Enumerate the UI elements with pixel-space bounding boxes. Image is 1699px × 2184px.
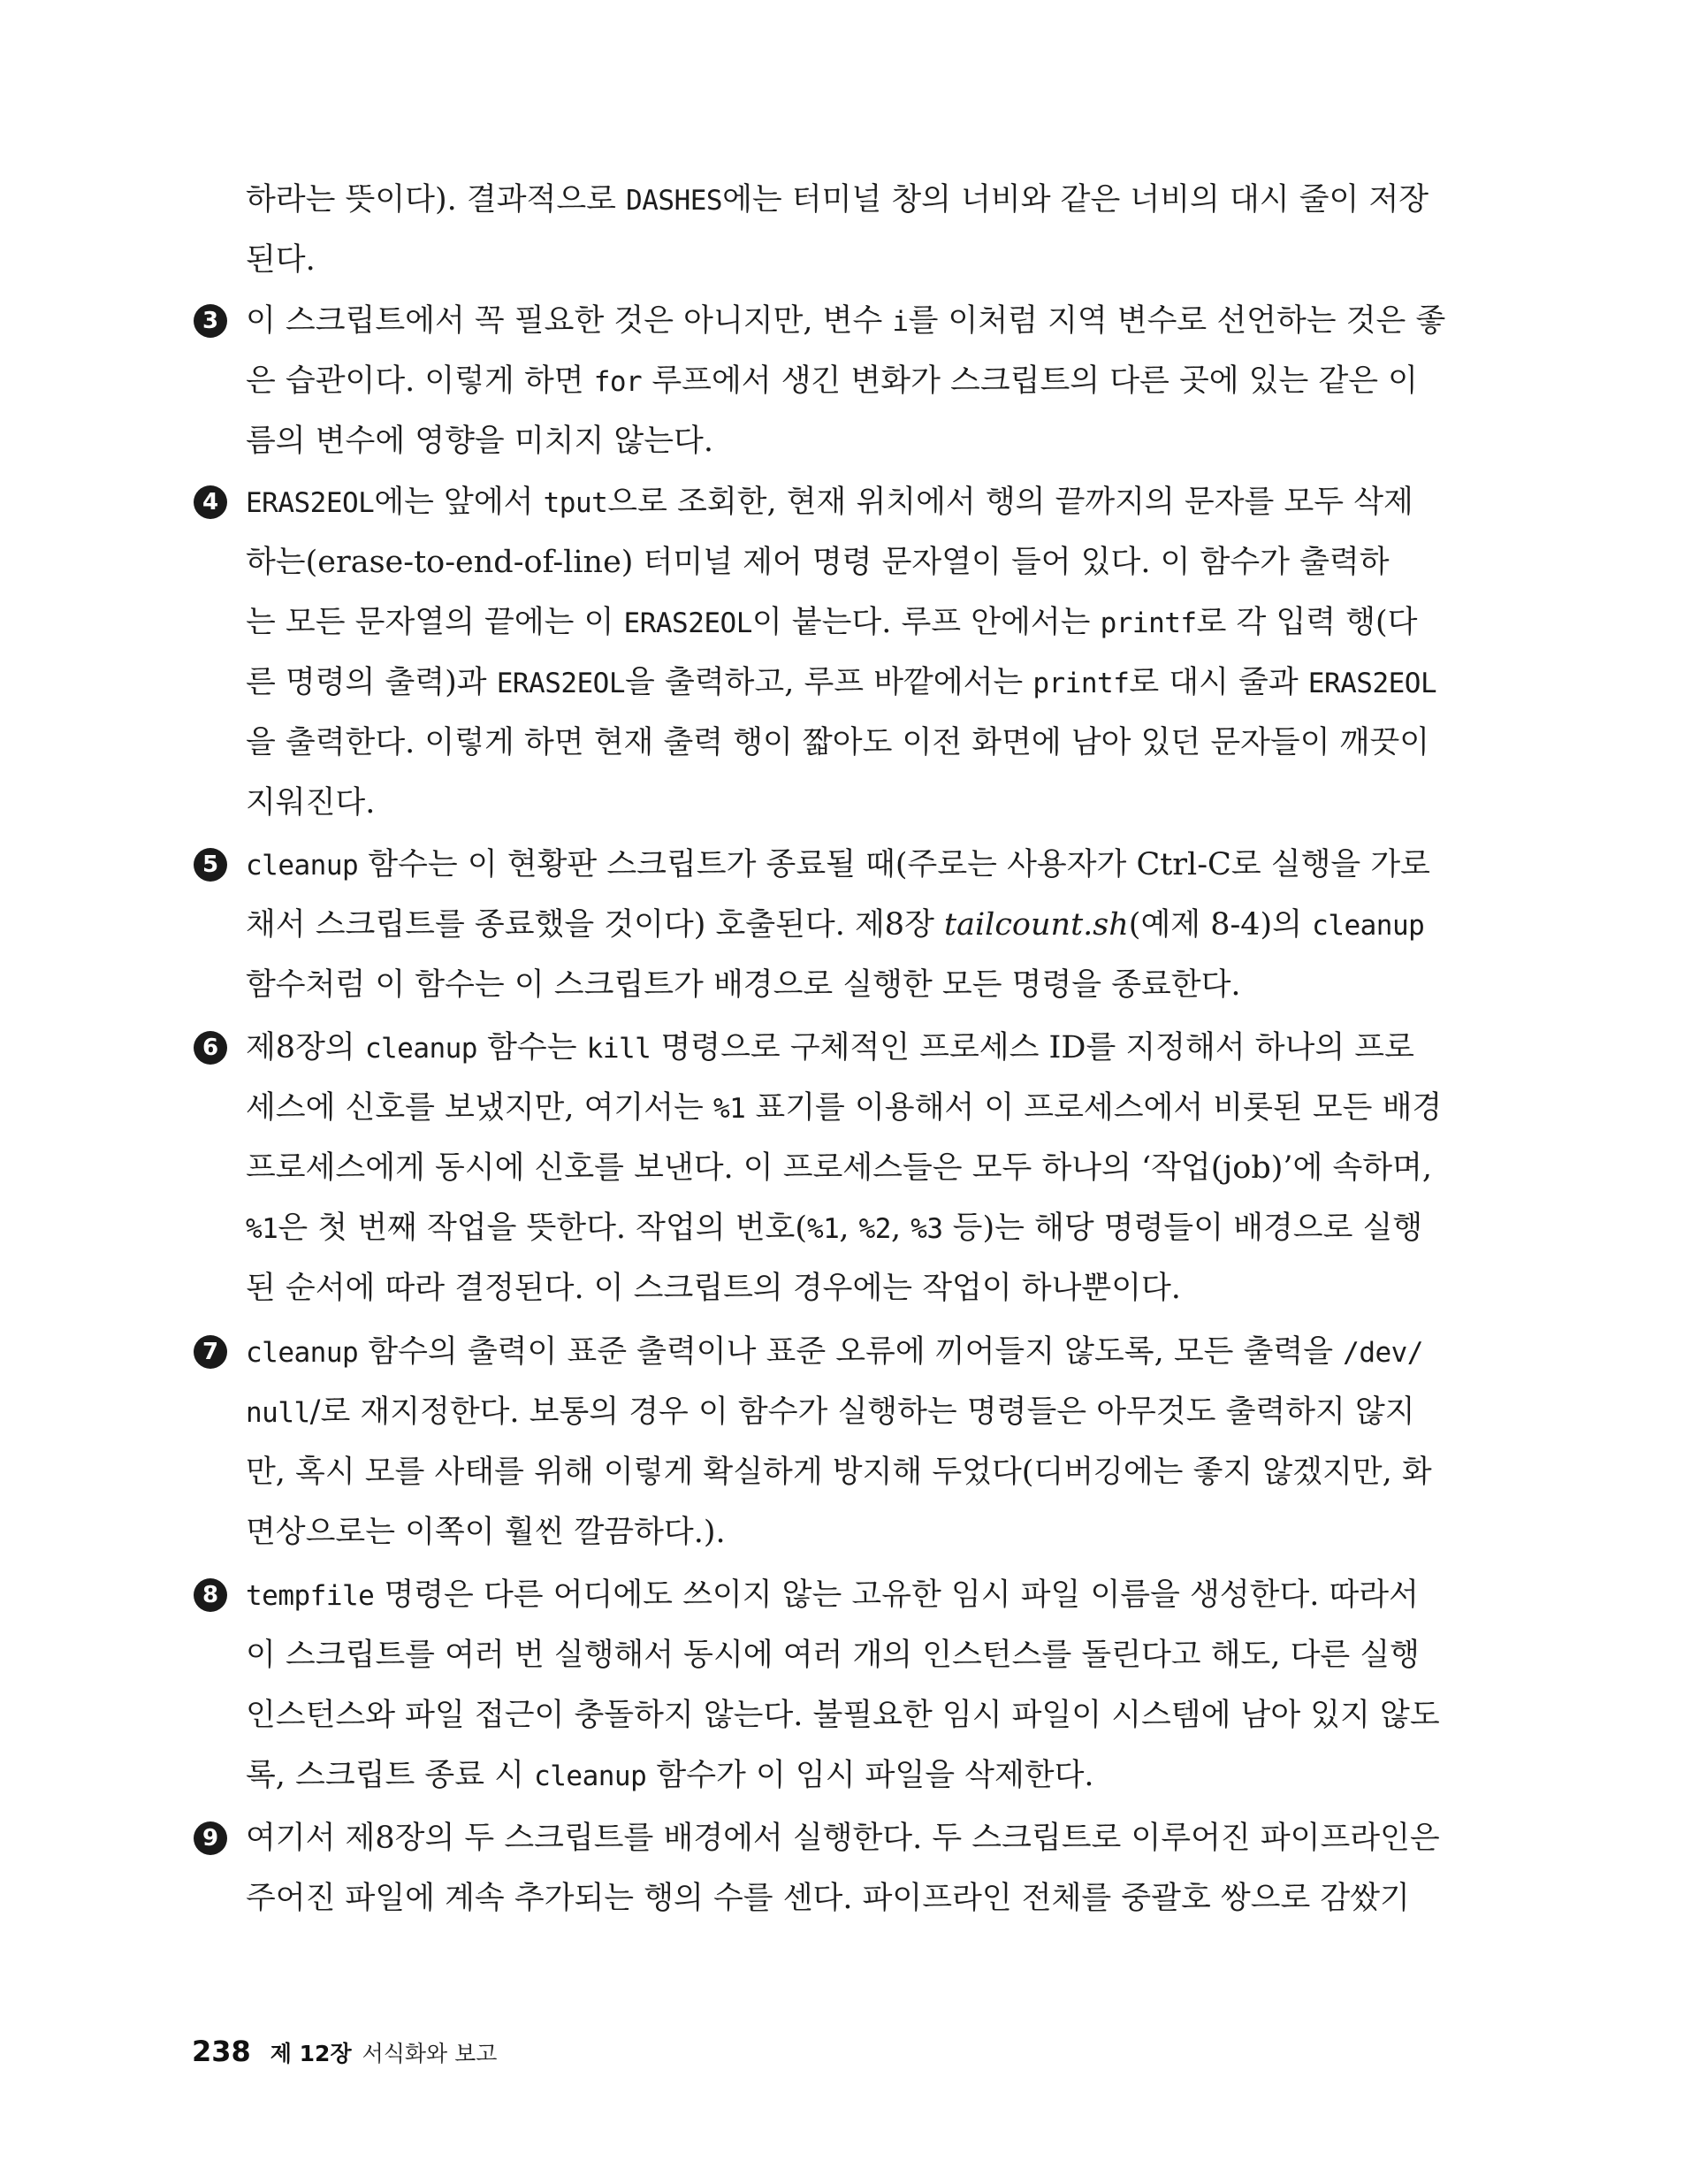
text-run: 면상으로는 이쪽이 훨씬 깔끔하다.). xyxy=(246,1515,726,1550)
text-run: 함수의 출력이 표준 출력이나 표준 오류에 끼어들지 않도록, 모든 출력을 xyxy=(358,1334,1344,1370)
text-run: 함수는 이 현황판 스크립트가 종료될 때(주로는 사용자가 Ctrl-C로 실행을 가로 xyxy=(358,847,1430,882)
inline-code: %1 xyxy=(712,1093,746,1125)
inline-code: printf xyxy=(1100,607,1197,639)
text-run: 함수처럼 이 함수는 이 스크립트가 배경으로 실행한 모든 명령을 종료한다. xyxy=(246,967,1241,1003)
text-run: 름의 변수에 영향을 미치지 않는다. xyxy=(246,424,713,459)
callout-number-8-icon: 8 xyxy=(194,1578,227,1612)
italic-filename: tailcount.sh xyxy=(944,907,1129,943)
text-run: 으로 조회한, 현재 위치에서 행의 끝까지의 문자를 모두 삭제 xyxy=(607,485,1413,520)
text-line xyxy=(246,1503,726,1562)
text-run: 함수는 xyxy=(476,1030,587,1065)
text-run: /로 재지정한다. 보통의 경우 이 함수가 실행하는 명령들은 아무것도 출력하지 않지 xyxy=(309,1394,1415,1430)
text-line xyxy=(246,1383,1415,1441)
text-run: 은 첫 번째 작업을 뜻한다. 작업의 번호( xyxy=(278,1210,808,1246)
text-run: 는 모든 문자열의 끝에는 이 xyxy=(246,605,624,640)
text-line xyxy=(246,774,375,832)
inline-code: i xyxy=(892,306,909,338)
text-line xyxy=(246,1809,1440,1867)
text-run: 하는(erase-to-end-of-line) 터미널 제어 명령 문자열이 들어 있다. 이 함수가 출력하 xyxy=(246,545,1390,580)
text-line xyxy=(246,1019,1414,1077)
callout-number-7-icon: 7 xyxy=(194,1335,227,1369)
callout-number-4-icon: 4 xyxy=(194,485,227,519)
text-run: 에는 터미널 창의 너비와 같은 너비의 대시 줄이 저장 xyxy=(722,182,1429,218)
page-number: 238 xyxy=(192,2035,251,2068)
text-run: 세스에 신호를 보냈지만, 여기서는 xyxy=(246,1090,713,1126)
text-run: 이 붙는다. 루프 안에서는 xyxy=(751,605,1101,640)
inline-code: cleanup xyxy=(364,1033,477,1065)
inline-code: ERAS2EOL xyxy=(1307,668,1437,699)
callout-number-3-icon: 3 xyxy=(194,304,227,338)
text-run: 루프에서 생긴 변화가 스크립트의 다른 곳에 있는 같은 이 xyxy=(642,363,1418,399)
inline-code: %1 xyxy=(246,1213,278,1245)
text-run: 된 순서에 따라 결정된다. 이 스크립트의 경우에는 작업이 하나뿐이다. xyxy=(246,1271,1181,1306)
text-line xyxy=(246,1199,1423,1257)
inline-code: cleanup xyxy=(246,850,359,882)
text-line xyxy=(246,1079,1443,1137)
text-run: 된다. xyxy=(246,242,316,278)
inline-code: ERAS2EOL xyxy=(623,607,752,639)
inline-code: cleanup xyxy=(1312,910,1425,942)
inline-code: null xyxy=(246,1397,310,1429)
text-run: , xyxy=(890,1210,911,1246)
text-run: (예제 8-4)의 xyxy=(1128,907,1313,943)
inline-code: /dev/ xyxy=(1343,1337,1423,1369)
text-line xyxy=(246,714,1430,772)
callout-number-9-icon: 9 xyxy=(194,1821,227,1855)
text-run: 명령으로 구체적인 프로세스 ID를 지정해서 하나의 프로 xyxy=(651,1030,1414,1065)
text-line xyxy=(246,412,713,470)
chapter-label: 제 12장 xyxy=(270,2041,352,2066)
text-run: 를 이처럼 지역 변수로 선언하는 것은 좋 xyxy=(908,303,1446,339)
text-line xyxy=(246,1323,1423,1381)
text-line xyxy=(246,171,1429,229)
text-run: 하라는 뜻이다). 결과적으로 xyxy=(246,182,627,218)
inline-code: DASHES xyxy=(626,185,723,217)
text-line xyxy=(246,352,1418,410)
inline-code: printf xyxy=(1032,668,1130,699)
text-line xyxy=(246,533,1390,592)
text-run: 지워진다. xyxy=(246,785,376,821)
callout-number-5-icon: 5 xyxy=(194,848,227,882)
text-run: 등)는 해당 명령들이 배경으로 실행 xyxy=(942,1210,1423,1246)
text-line xyxy=(246,1686,1440,1745)
text-line xyxy=(246,593,1418,652)
inline-code: cleanup xyxy=(534,1760,647,1792)
text-run: 이 스크립트를 여러 번 실행해서 동시에 여러 개의 인스턴스를 돌린다고 해도, 다른 실행 xyxy=(246,1638,1420,1673)
text-line xyxy=(246,1746,1094,1805)
inline-code: tput xyxy=(543,487,608,519)
callout-number-6-icon: 6 xyxy=(194,1031,227,1065)
text-line xyxy=(246,231,316,289)
text-line xyxy=(246,1869,1410,1928)
text-run: 을 출력한다. 이렇게 하면 현재 출력 행이 짧아도 이전 화면에 남아 있던 문자들이 깨끗이 xyxy=(246,725,1430,760)
text-line xyxy=(246,956,1241,1014)
text-run: 을 출력하고, 루프 바깥에서는 xyxy=(625,665,1033,700)
text-run: 주어진 파일에 계속 추가되는 행의 수를 센다. 파이프라인 전체를 중괄호 쌍으로 감쌌기 xyxy=(246,1881,1410,1916)
inline-code: ERAS2EOL xyxy=(496,668,626,699)
text-run: 함수가 이 임시 파일을 삭제한다. xyxy=(646,1758,1094,1793)
text-run: 명령은 다른 어디에도 쓰이지 않는 고유한 임시 파일 이름을 생성한다. 따라서 xyxy=(374,1577,1419,1613)
text-line xyxy=(246,653,1437,712)
text-run: 표기를 이용해서 이 프로세스에서 비롯된 모든 배경 xyxy=(745,1090,1443,1126)
inline-code: kill xyxy=(586,1033,651,1065)
text-run: 여기서 제8장의 두 스크립트를 배경에서 실행한다. 두 스크립트로 이루어진 파이프라인은 xyxy=(246,1821,1440,1856)
text-line xyxy=(246,1566,1419,1624)
text-run: 에는 앞에서 xyxy=(374,485,544,520)
chapter-title: 서식화와 보고 xyxy=(362,2041,498,2066)
page-footer xyxy=(192,2034,497,2069)
text-run: 록, 스크립트 종료 시 xyxy=(246,1758,535,1793)
inline-code: cleanup xyxy=(246,1337,359,1369)
text-run: 로 대시 줄과 xyxy=(1129,665,1308,700)
inline-code: %3 xyxy=(910,1213,943,1245)
inline-code: ERAS2EOL xyxy=(246,487,375,519)
text-run: 프로세스에게 동시에 신호를 보낸다. 이 프로세스들은 모두 하나의 ‘작업(job)’에 속하며, xyxy=(246,1150,1433,1186)
inline-code: %2 xyxy=(858,1213,891,1245)
inline-code: tempfile xyxy=(246,1580,375,1612)
text-line xyxy=(246,896,1425,954)
text-run: 은 습관이다. 이렇게 하면 xyxy=(246,363,594,399)
text-line xyxy=(246,1443,1432,1501)
text-run: 이 스크립트에서 꼭 필요한 것은 아니지만, 변수 xyxy=(246,303,893,339)
inline-code: %1 xyxy=(807,1213,840,1245)
text-run: 채서 스크립트를 종료했을 것이다) 호출된다. 제8장 xyxy=(246,907,945,943)
text-line xyxy=(246,1259,1181,1317)
text-run: 로 각 입력 행(다 xyxy=(1196,605,1418,640)
text-line xyxy=(246,836,1430,894)
text-line xyxy=(246,1626,1420,1684)
text-line xyxy=(246,292,1446,350)
text-run: 인스턴스와 파일 접근이 충돌하지 않는다. 불필요한 임시 파일이 시스템에 남아 있지 않도 xyxy=(246,1698,1440,1733)
text-line xyxy=(246,1139,1433,1197)
text-run: 만, 혹시 모를 사태를 위해 이렇게 확실하게 방지해 두었다(디버깅에는 좋지 않겠지만, 화 xyxy=(246,1455,1432,1490)
text-run: 제8장의 xyxy=(246,1030,365,1065)
text-run: , xyxy=(839,1210,859,1246)
text-line xyxy=(246,473,1413,531)
inline-code: for xyxy=(593,366,643,398)
text-run: 른 명령의 출력)과 xyxy=(246,665,497,700)
